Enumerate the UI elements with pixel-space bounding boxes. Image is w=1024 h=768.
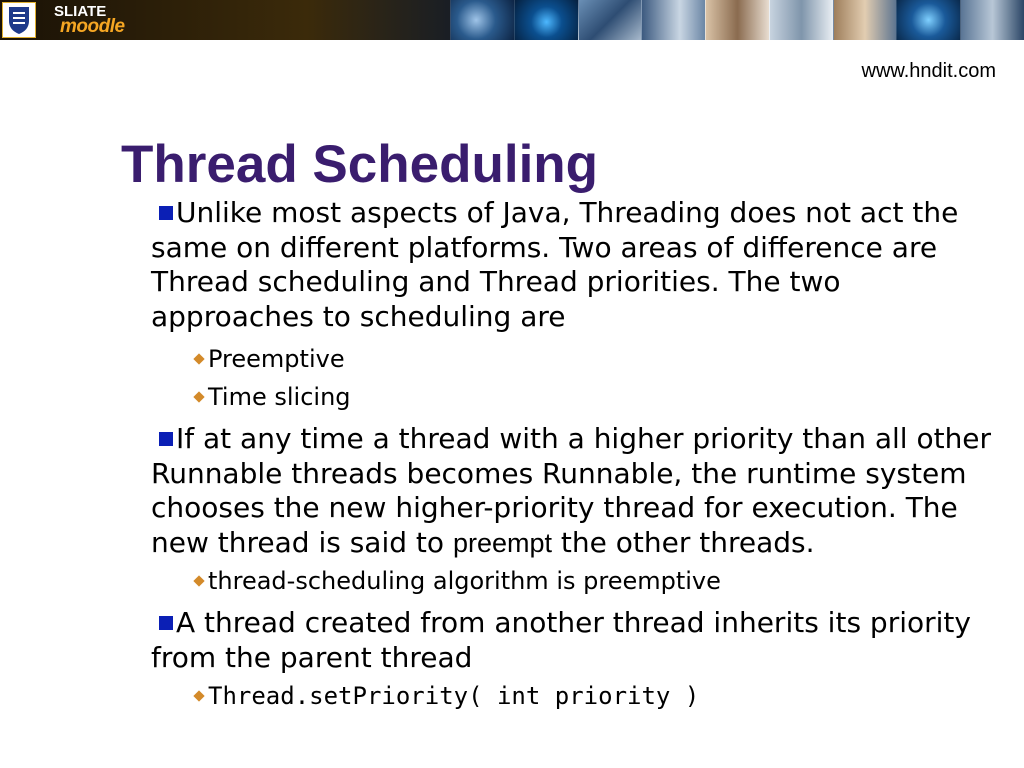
square-bullet-icon bbox=[159, 432, 173, 446]
banner-photo-5 bbox=[705, 0, 769, 40]
banner-photo-strip bbox=[450, 0, 1024, 40]
sub-bullet-1-2 bbox=[195, 382, 1011, 412]
sub-bullet-2-1-text: thread-scheduling algorithm is preemptive bbox=[208, 567, 721, 595]
square-bullet-icon bbox=[159, 206, 173, 220]
bullet-1 bbox=[151, 196, 1011, 334]
bullet-3-text: A thread created from another thread inherits its priority from the parent thread bbox=[151, 606, 971, 674]
sub-bullet-2-1 bbox=[195, 566, 1011, 596]
slide-content bbox=[151, 196, 1011, 719]
sub-bullet-1-2-text: Time slicing bbox=[208, 383, 351, 411]
site-url: www.hndit.com bbox=[861, 60, 996, 82]
bullet-1-text: Unlike most aspects of Java, Threading does not act the same on different platforms. Two areas of difference are Thread scheduling and Thread priorities. The two approaches to scheduling are bbox=[151, 196, 959, 333]
sliate-shield-icon bbox=[2, 2, 36, 38]
slide-title: Thread Scheduling bbox=[121, 135, 599, 194]
header-banner bbox=[0, 0, 1024, 40]
bullet-3 bbox=[151, 606, 1011, 675]
banner-photo-4 bbox=[641, 0, 705, 40]
banner-photo-9 bbox=[960, 0, 1024, 40]
banner-photo-6 bbox=[769, 0, 833, 40]
logo-sliate-text: SLIATE bbox=[54, 3, 107, 20]
banner-photo-7 bbox=[833, 0, 897, 40]
bullet-2-text: If at any time a thread with a higher priority than all other Runnable threads becomes Runnable, the runtime system chooses the new higher-priority thread for execution. The new thread is said to bbox=[151, 422, 992, 559]
sub-bullet-3-1 bbox=[195, 681, 1011, 711]
sub-bullet-3-1-text: Thread.setPriority( int priority ) bbox=[208, 682, 700, 710]
diamond-bullet-icon bbox=[193, 353, 204, 364]
diamond-bullet-icon bbox=[193, 690, 204, 701]
square-bullet-icon bbox=[159, 616, 173, 630]
sliate-moodle-logo[interactable] bbox=[44, 2, 144, 38]
banner-photo-2 bbox=[514, 0, 578, 40]
bullet-2-emphasis: preempt bbox=[452, 527, 552, 558]
sub-bullet-1-1 bbox=[195, 344, 1011, 374]
diamond-bullet-icon bbox=[193, 575, 204, 586]
banner-photo-1 bbox=[450, 0, 514, 40]
bullet-2 bbox=[151, 422, 1011, 560]
bullet-2-text-after: the other threads. bbox=[552, 525, 815, 559]
banner-photo-8 bbox=[896, 0, 960, 40]
logo-moodle-text: moodle bbox=[60, 16, 125, 37]
sub-bullet-1-1-text: Preemptive bbox=[208, 345, 345, 373]
banner-photo-3 bbox=[578, 0, 642, 40]
diamond-bullet-icon bbox=[193, 391, 204, 402]
